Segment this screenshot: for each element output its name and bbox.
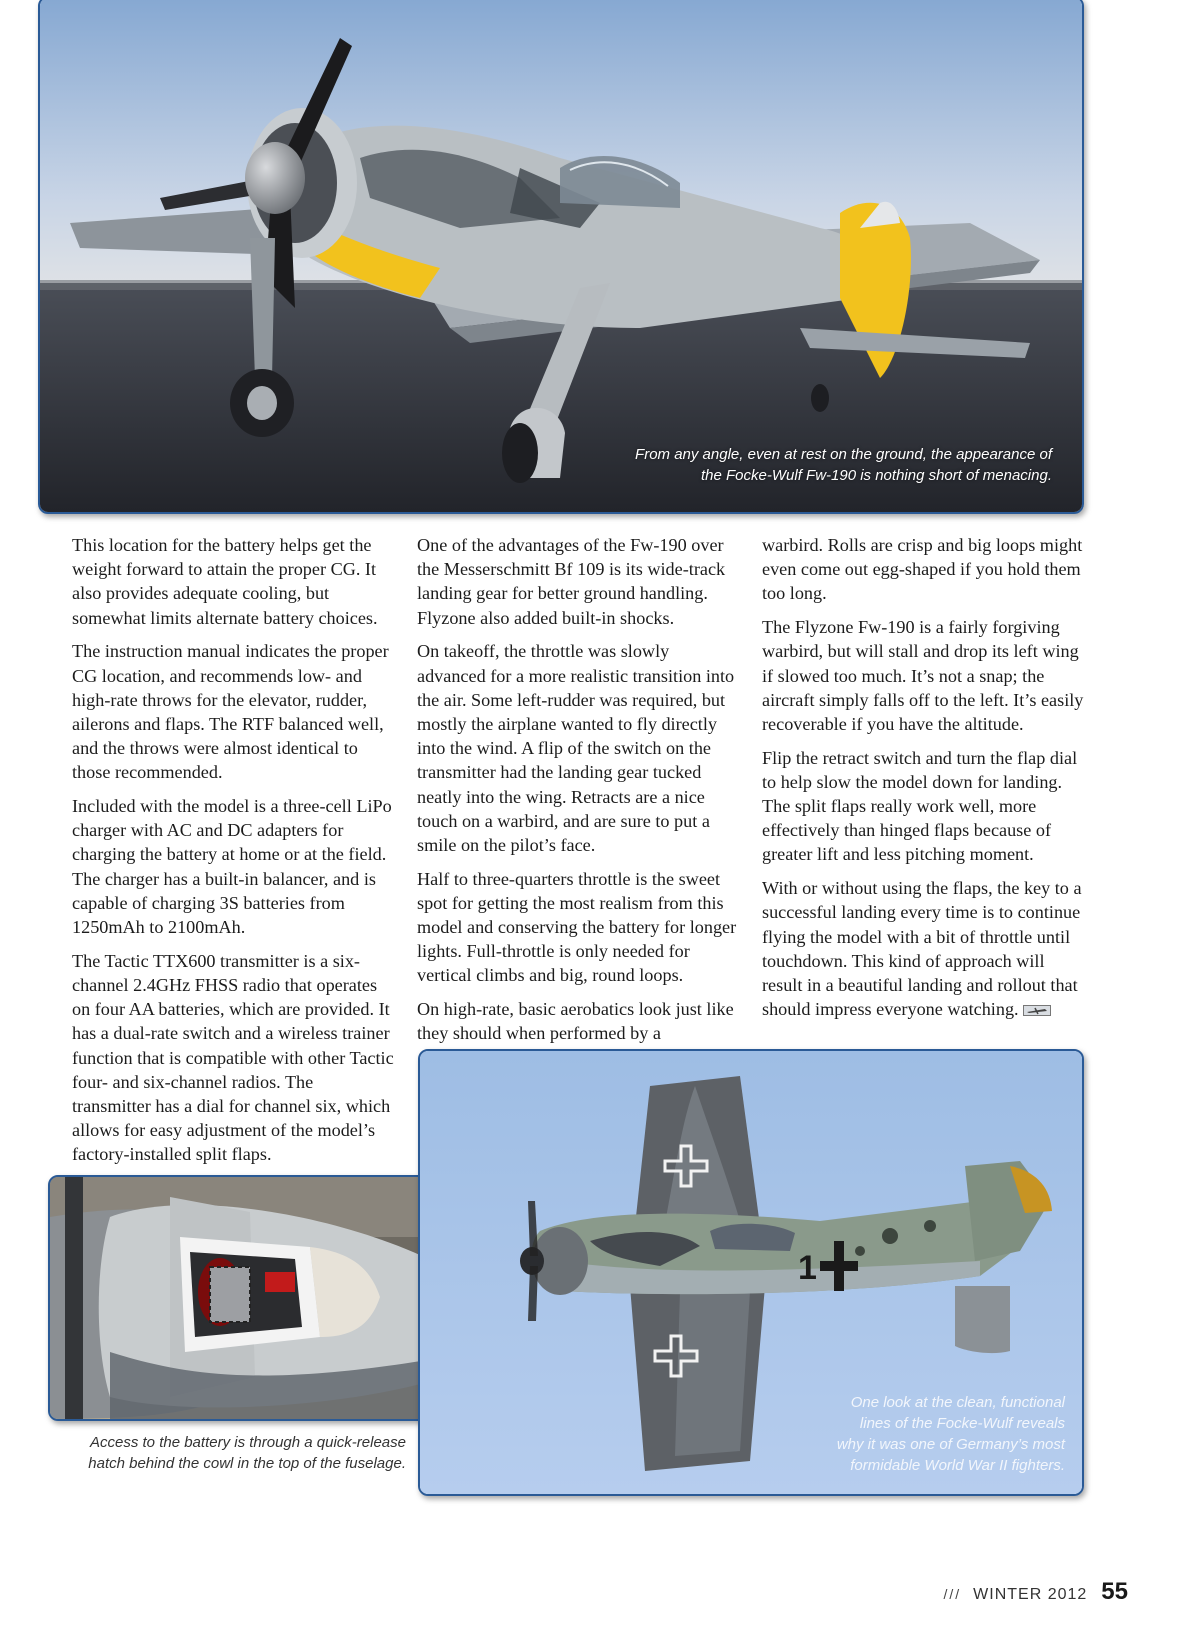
fuselage-number: 1 xyxy=(798,1249,817,1287)
battery-hatch-illustration xyxy=(50,1177,445,1419)
paragraph: The Flyzone Fw-190 is a fairly forgiving warbird, but will stall and drop its left wing if slowed too much. It’s not a snap; the aircraft simply falls off to the left. It’s easily recoverable if you have the altitude. xyxy=(762,617,1084,734)
final-paragraph-text: With or without using the flaps, the key to a successful landing every time is to continue flying the model with a bit of throttle until touchdown. This kind of approach will result in a beautiful landing and rollout that should impress everyone watching. xyxy=(762,878,1082,1020)
top-photo-caption xyxy=(552,444,1052,486)
paragraph: One of the advantages of the Fw-190 over the Messerschmitt Bf 109 is its wide-track landing gear for better ground handling. Flyzone also added built-in shocks. xyxy=(417,535,726,628)
paragraph: Included with the model is a three-cell LiPo charger with AC and DC adapters for charging the battery at home or at the field. The charger has a built-in balancer, and is capable of charging 3S batteries from 1250mAh to 2100mAh. xyxy=(72,796,392,938)
paragraph: Half to three-quarters throttle is the sweet spot for getting the most realism from this model and conserving the battery for longer lights. Full-throttle is only needed for vertical climbs and big, round loops. xyxy=(417,868,737,986)
paragraph: On takeoff, the throttle was slowly advanced for a more realistic transition into the air. Some left-rudder was required, but mostly the airplane wanted to fly directly into the wind. A flip of the switch on the transmitter had the landing gear tucked neatly into the wing. Retracts are a nice touch on a warbird, and are sure to put a smile on the pilot’s face. xyxy=(417,641,735,855)
issue-label: WINTER 2012 xyxy=(973,1586,1088,1603)
flight-caption-line-1: One look at the clean, functional xyxy=(850,1394,1065,1411)
article-column-2 xyxy=(417,533,739,1055)
flight-caption-line-2: lines of the Focke-Wulf reveals xyxy=(859,1415,1065,1432)
paragraph: On high-rate, basic aerobatics look just like they should when performed by a xyxy=(417,999,734,1044)
paragraph: The Tactic TTX600 transmitter is a six-channel 2.4GHz FHSS radio that operates on four AA batteries, which are provided. It has a dual-rate switch and a wireless trainer function that is compatible with other Tactic four- and six-channel radios. The transmitter has a dial for channel six, which allows for easy adjustment of the model’s factory-installed split flaps. xyxy=(72,950,394,1165)
end-of-article-plane-icon xyxy=(1023,1005,1051,1016)
article-column-3 xyxy=(762,533,1086,1031)
flight-caption-line-3: why it was one of Germany’s most xyxy=(836,1436,1065,1453)
top-caption-line-2: the Focke-Wulf Fw-190 is nothing short of menacing. xyxy=(701,467,1052,484)
footer-slashes: /// xyxy=(943,1586,962,1602)
battery-hatch-photo xyxy=(48,1175,447,1421)
top-caption-line-1: From any angle, even at rest on the ground, the appearance of xyxy=(635,446,1052,463)
article-column-1 xyxy=(72,533,394,1176)
flight-caption-line-4: formidable World War II fighters. xyxy=(850,1457,1065,1474)
paragraph: The instruction manual indicates the proper CG location, and recommends low- and high-rate throws for the elevator, rudder, ailerons and flaps. The RTF balanced well, and the throws were almost identical to those recommended. xyxy=(72,641,389,783)
fw190-ground-illustration xyxy=(40,0,1082,512)
top-aircraft-photo xyxy=(38,0,1084,514)
page-footer xyxy=(943,1578,1128,1606)
battery-caption-line-2: hatch behind the cowl in the top of the fuselage. xyxy=(88,1455,406,1472)
flight-photo-caption xyxy=(785,1392,1065,1476)
paragraph: warbird. Rolls are crisp and big loops might even come out egg-shaped if you hold them too long. xyxy=(762,535,1083,604)
paragraph: This location for the battery helps get the weight forward to attain the proper CG. It also provides adequate cooling, but somewhat limits alternate battery choices. xyxy=(72,535,378,628)
paragraph: Flip the retract switch and turn the flap dial to help slow the model down for landing. The split flaps really work well, more effectively than hinged flaps because of greater lift and less pitching moment. xyxy=(762,747,1078,865)
page-number: 55 xyxy=(1101,1578,1128,1605)
battery-photo-caption xyxy=(56,1432,406,1474)
paragraph-final xyxy=(762,876,1086,1021)
battery-caption-line-1: Access to the battery is through a quick-release xyxy=(90,1434,406,1451)
